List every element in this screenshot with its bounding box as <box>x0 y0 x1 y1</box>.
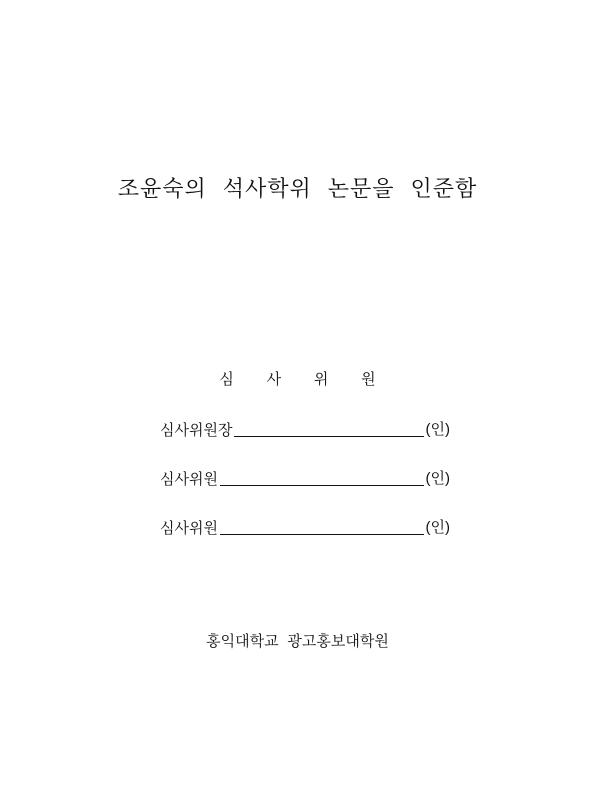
committee-heading <box>0 368 595 390</box>
committee-heading-char: 심 <box>219 370 234 388</box>
signature-label: 심사위원 <box>160 470 218 488</box>
signature-row-member-2 <box>160 514 450 538</box>
signature-row-member-1 <box>160 465 450 489</box>
seal-mark: (인) <box>425 421 450 438</box>
approval-title: 조윤숙의 석사학위 논문을 인준함 <box>117 177 478 202</box>
seal-mark: (인) <box>425 519 450 536</box>
committee-heading-char: 원 <box>361 370 376 388</box>
signature-line <box>220 533 424 535</box>
seal-mark: (인) <box>425 470 450 487</box>
signature-label: 심사위원장 <box>160 421 233 439</box>
signature-row-chair <box>160 416 450 440</box>
committee-heading-char: 사 <box>266 370 282 388</box>
signature-line <box>234 435 423 437</box>
signature-label: 심사위원 <box>160 519 218 537</box>
committee-heading-char: 위 <box>313 370 329 388</box>
institution-name: 홍익대학교 광고홍보대학원 <box>206 632 389 650</box>
signature-line <box>220 484 424 486</box>
